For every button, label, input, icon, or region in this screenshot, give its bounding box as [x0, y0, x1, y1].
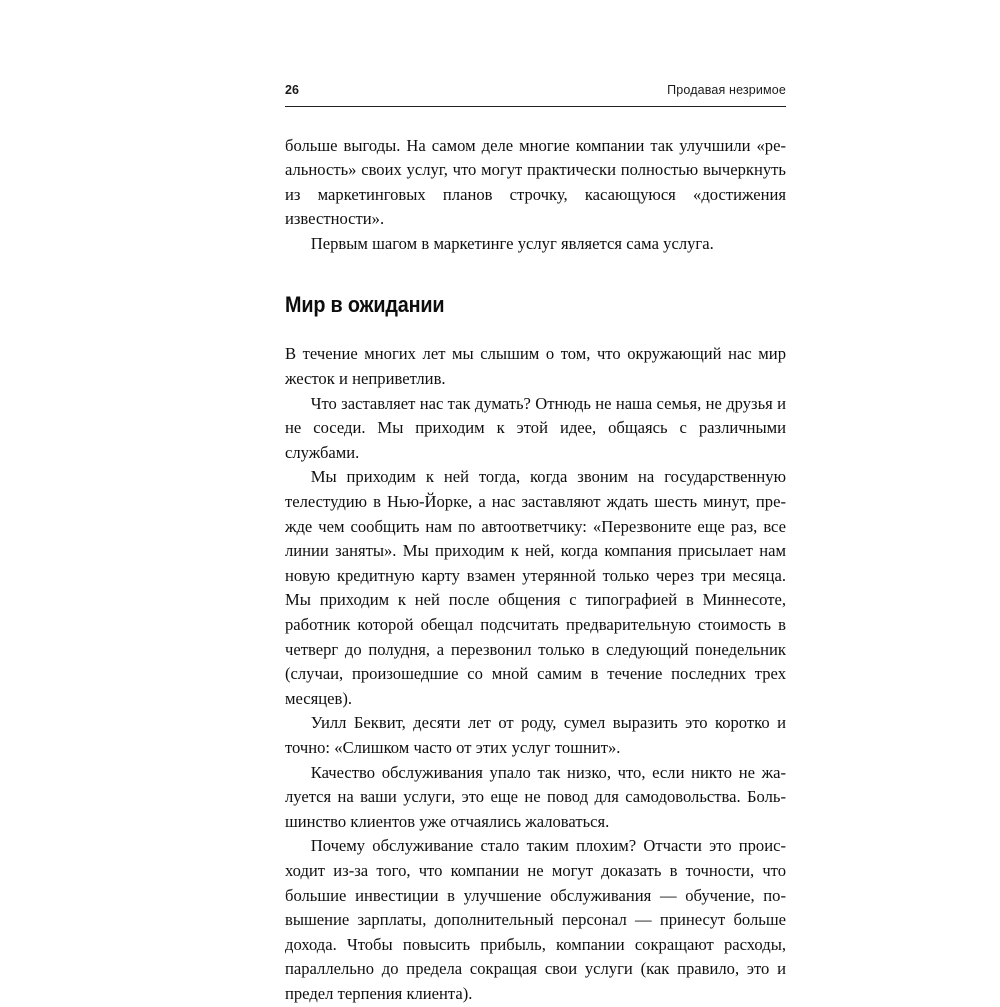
body-text-block: [285, 134, 786, 1007]
running-title: Продавая незримое: [667, 83, 786, 97]
section-heading-block: [285, 292, 786, 318]
paragraph: Первым шагом в маркетинге услуг является сама услуга.: [310, 233, 714, 253]
paragraph: В течение многих лет мы слышим о том, что окружающий нас мир жесток и неприветлив.: [285, 344, 786, 389]
running-header: [285, 84, 786, 97]
section-heading: Мир в ожидании: [285, 292, 445, 318]
page-number: 26: [285, 83, 300, 97]
header-rule-divider: [285, 106, 786, 107]
page-content-column: [285, 84, 786, 1007]
paragraph: Мы приходим к ней тогда, когда звоним на государственную телестудию в Нью-Йорке, а нас заставляют ждать шесть минут, прежде чем сообщить нам по автоответчику: «Перезвоните еще раз, все линии заняты». Мы приходим к ней, когда компания присылает нам новую кредитную карту взамен утерянной только через три месяца. Мы приходим к ней после общения с типографией в Миннесоте, работник которой обещал подсчитать предварительную стоимость в четверг до полудня, а перезвонил только в следующий понедельник (случаи, произошедшие со мной самим в течение последних трех месяцев).: [285, 467, 786, 708]
paragraph: Почему обслуживание стало таким плохим? Отчасти это происходит из-за того, что компании не могут доказать в точности, что большие инвестиции в улучшение обслуживания — обучение, повышение зарплаты, дополнительный персонал — принесут больше дохода. Чтобы повысить прибыль, компании сокращают расходы, параллельно до предела сокращая свои услуги (как правило, это и предел терпения клиента).: [285, 836, 786, 1003]
paragraph: Что заставляет нас так думать? Отнюдь не наша семья, не друзья и не соседи. Мы приходим к этой идее, общаясь с различными службами.: [285, 393, 786, 462]
paragraph: Уилл Беквит, десяти лет от роду, сумел выразить это коротко и точно: «Слишком часто от этих услуг тошнит».: [285, 713, 786, 757]
paragraph: больше выгоды. На самом деле многие компании так улучшили «реальность» своих услуг, что могут практически полностью вычеркнуть из маркетинговых планов строчку, касающуюся «достижения известности».: [285, 135, 786, 229]
paragraph: Качество обслуживания упало так низко, что, если никто не жалуется на ваши услуги, это еще не повод для самодовольства. Большинство клиентов уже отчаялись жаловаться.: [285, 762, 786, 831]
